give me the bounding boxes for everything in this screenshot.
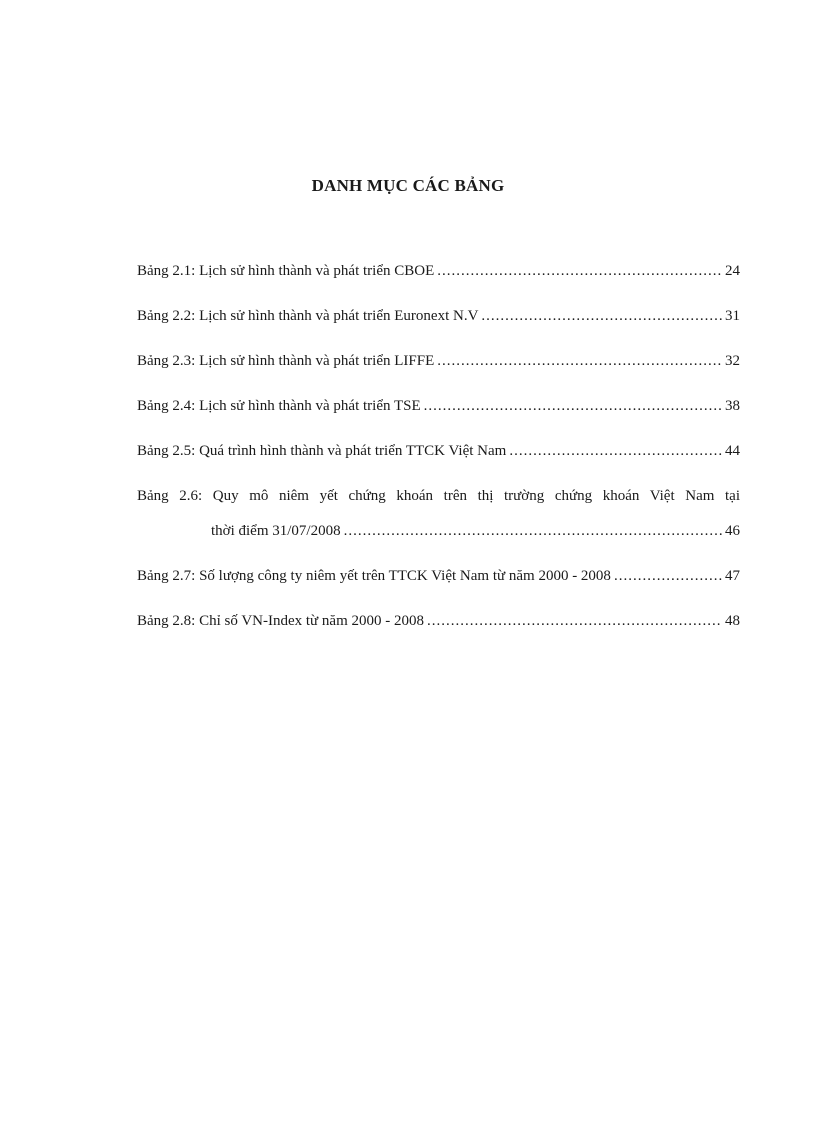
entry-label: Bảng 2.3: Lịch sử hình thành và phát triển LIFFE [137, 353, 435, 369]
entry-label-line2: thời điểm 31/07/2008 [211, 523, 341, 539]
entry-page-number: 32 [725, 353, 740, 369]
dot-leader [344, 518, 722, 544]
entry-page-number: 31 [725, 308, 740, 324]
dot-leader [481, 303, 722, 329]
entry-label: Bảng 2.2: Lịch sử hình thành và phát triển Euronext N.V [137, 308, 479, 324]
dot-leader [424, 393, 722, 419]
entry-label: Bảng 2.5: Quá trình hình thành và phát triển TTCK Việt Nam [137, 443, 507, 459]
toc-entry-2-8 [137, 608, 740, 634]
toc-entry-2-1 [137, 258, 740, 284]
dot-leader [614, 563, 722, 589]
entry-page-number: 24 [725, 263, 740, 279]
entry-label: Bảng 2.7: Số lượng công ty niêm yết trên TTCK Việt Nam từ năm 2000 - 2008 [137, 568, 611, 584]
toc-entry-2-2 [137, 303, 740, 329]
entry-page-number: 44 [725, 443, 740, 459]
entry-page-number: 47 [725, 568, 740, 584]
toc-entry-2-6 [137, 483, 740, 544]
dot-leader [437, 348, 722, 374]
toc-entry-2-7 [137, 563, 740, 589]
dot-leader [427, 608, 722, 634]
page-title: DANH MỤC CÁC BẢNG [311, 176, 505, 195]
entry-page-number: 48 [725, 613, 740, 629]
table-list [137, 258, 740, 653]
dot-leader [509, 438, 722, 464]
toc-entry-2-3 [137, 348, 740, 374]
toc-entry-2-4 [137, 393, 740, 419]
entry-page-number: 38 [725, 398, 740, 414]
entry-page-number: 46 [725, 523, 740, 539]
entry-label: Bảng 2.4: Lịch sử hình thành và phát triển TSE [137, 398, 421, 414]
dot-leader [437, 258, 722, 284]
toc-entry-2-5 [137, 438, 740, 464]
entry-label: Bảng 2.1: Lịch sử hình thành và phát triển CBOE [137, 263, 435, 279]
entry-label-line1: Bảng 2.6: Quy mô niêm yết chứng khoán trên thị trường chứng khoán Việt Nam tại [137, 488, 740, 504]
entry-label: Bảng 2.8: Chỉ số VN-Index từ năm 2000 - 2008 [137, 613, 424, 629]
